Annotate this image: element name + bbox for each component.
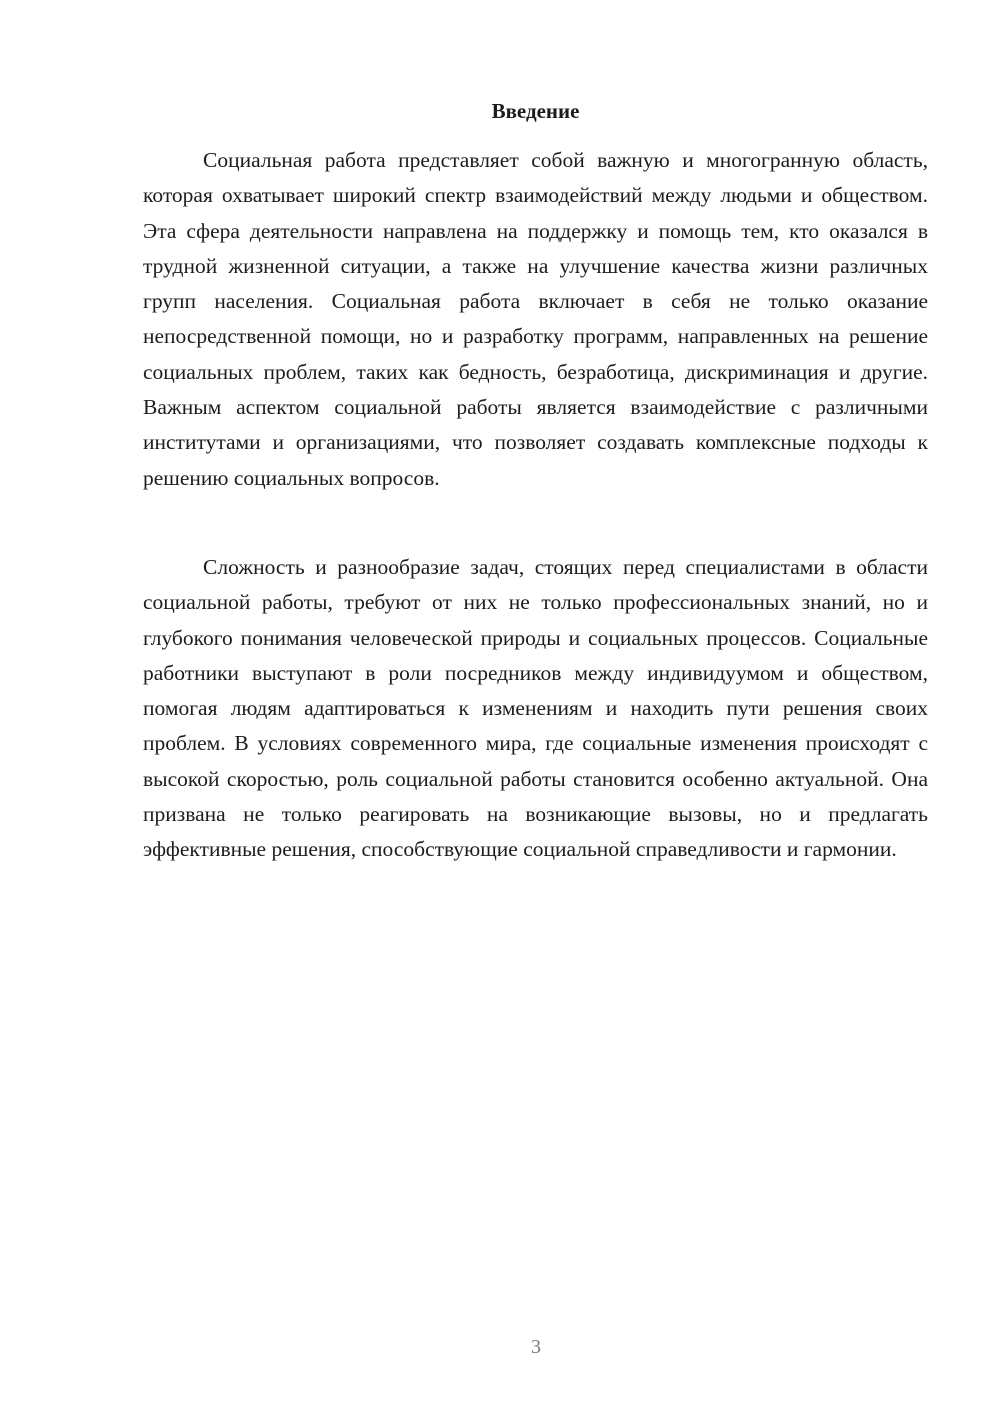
section-title: Введение bbox=[491, 99, 580, 123]
page-number: 3 bbox=[531, 1336, 541, 1358]
body-paragraph-1: Социальная работа представляет собой важную и многогранную область, которая охватывает широкий спектр взаимодействий между людьми и обществом. Эта сфера деятельности направлена на поддержку и помощь тем, кто оказался в трудной жизненной ситуации, а также на улучшение качества жизни различных групп населения. Социальная работа включает в себя не только оказание непосредственной помощи, но и разработку программ, направленных на решение социальных проблем, таких как бедность, безработица, дискриминация и другие. Важным аспектом социальной работы является взаимодействие с различными институтами и организациями, что позволяет создавать комплексные подходы к решению социальных вопросов. bbox=[143, 148, 928, 490]
body-paragraph-2: Сложность и разнообразие задач, стоящих перед специалистами в области социальной работы, требуют от них не только профессиональных знаний, но и глубокого понимания человеческой природы и социальных процессов. Социальные работники выступают в роли посредников между индивидуумом и обществом, помогая людям адаптироваться к изменениям и находить пути решения своих проблем. В условиях современного мира, где социальные изменения происходят с высокой скоростью, роль социальной работы становится особенно актуальной. Она призвана не только реагировать на возникающие вызовы, но и предлагать эффективные решения, способствующие социальной справедливости и гармонии. bbox=[143, 555, 928, 862]
